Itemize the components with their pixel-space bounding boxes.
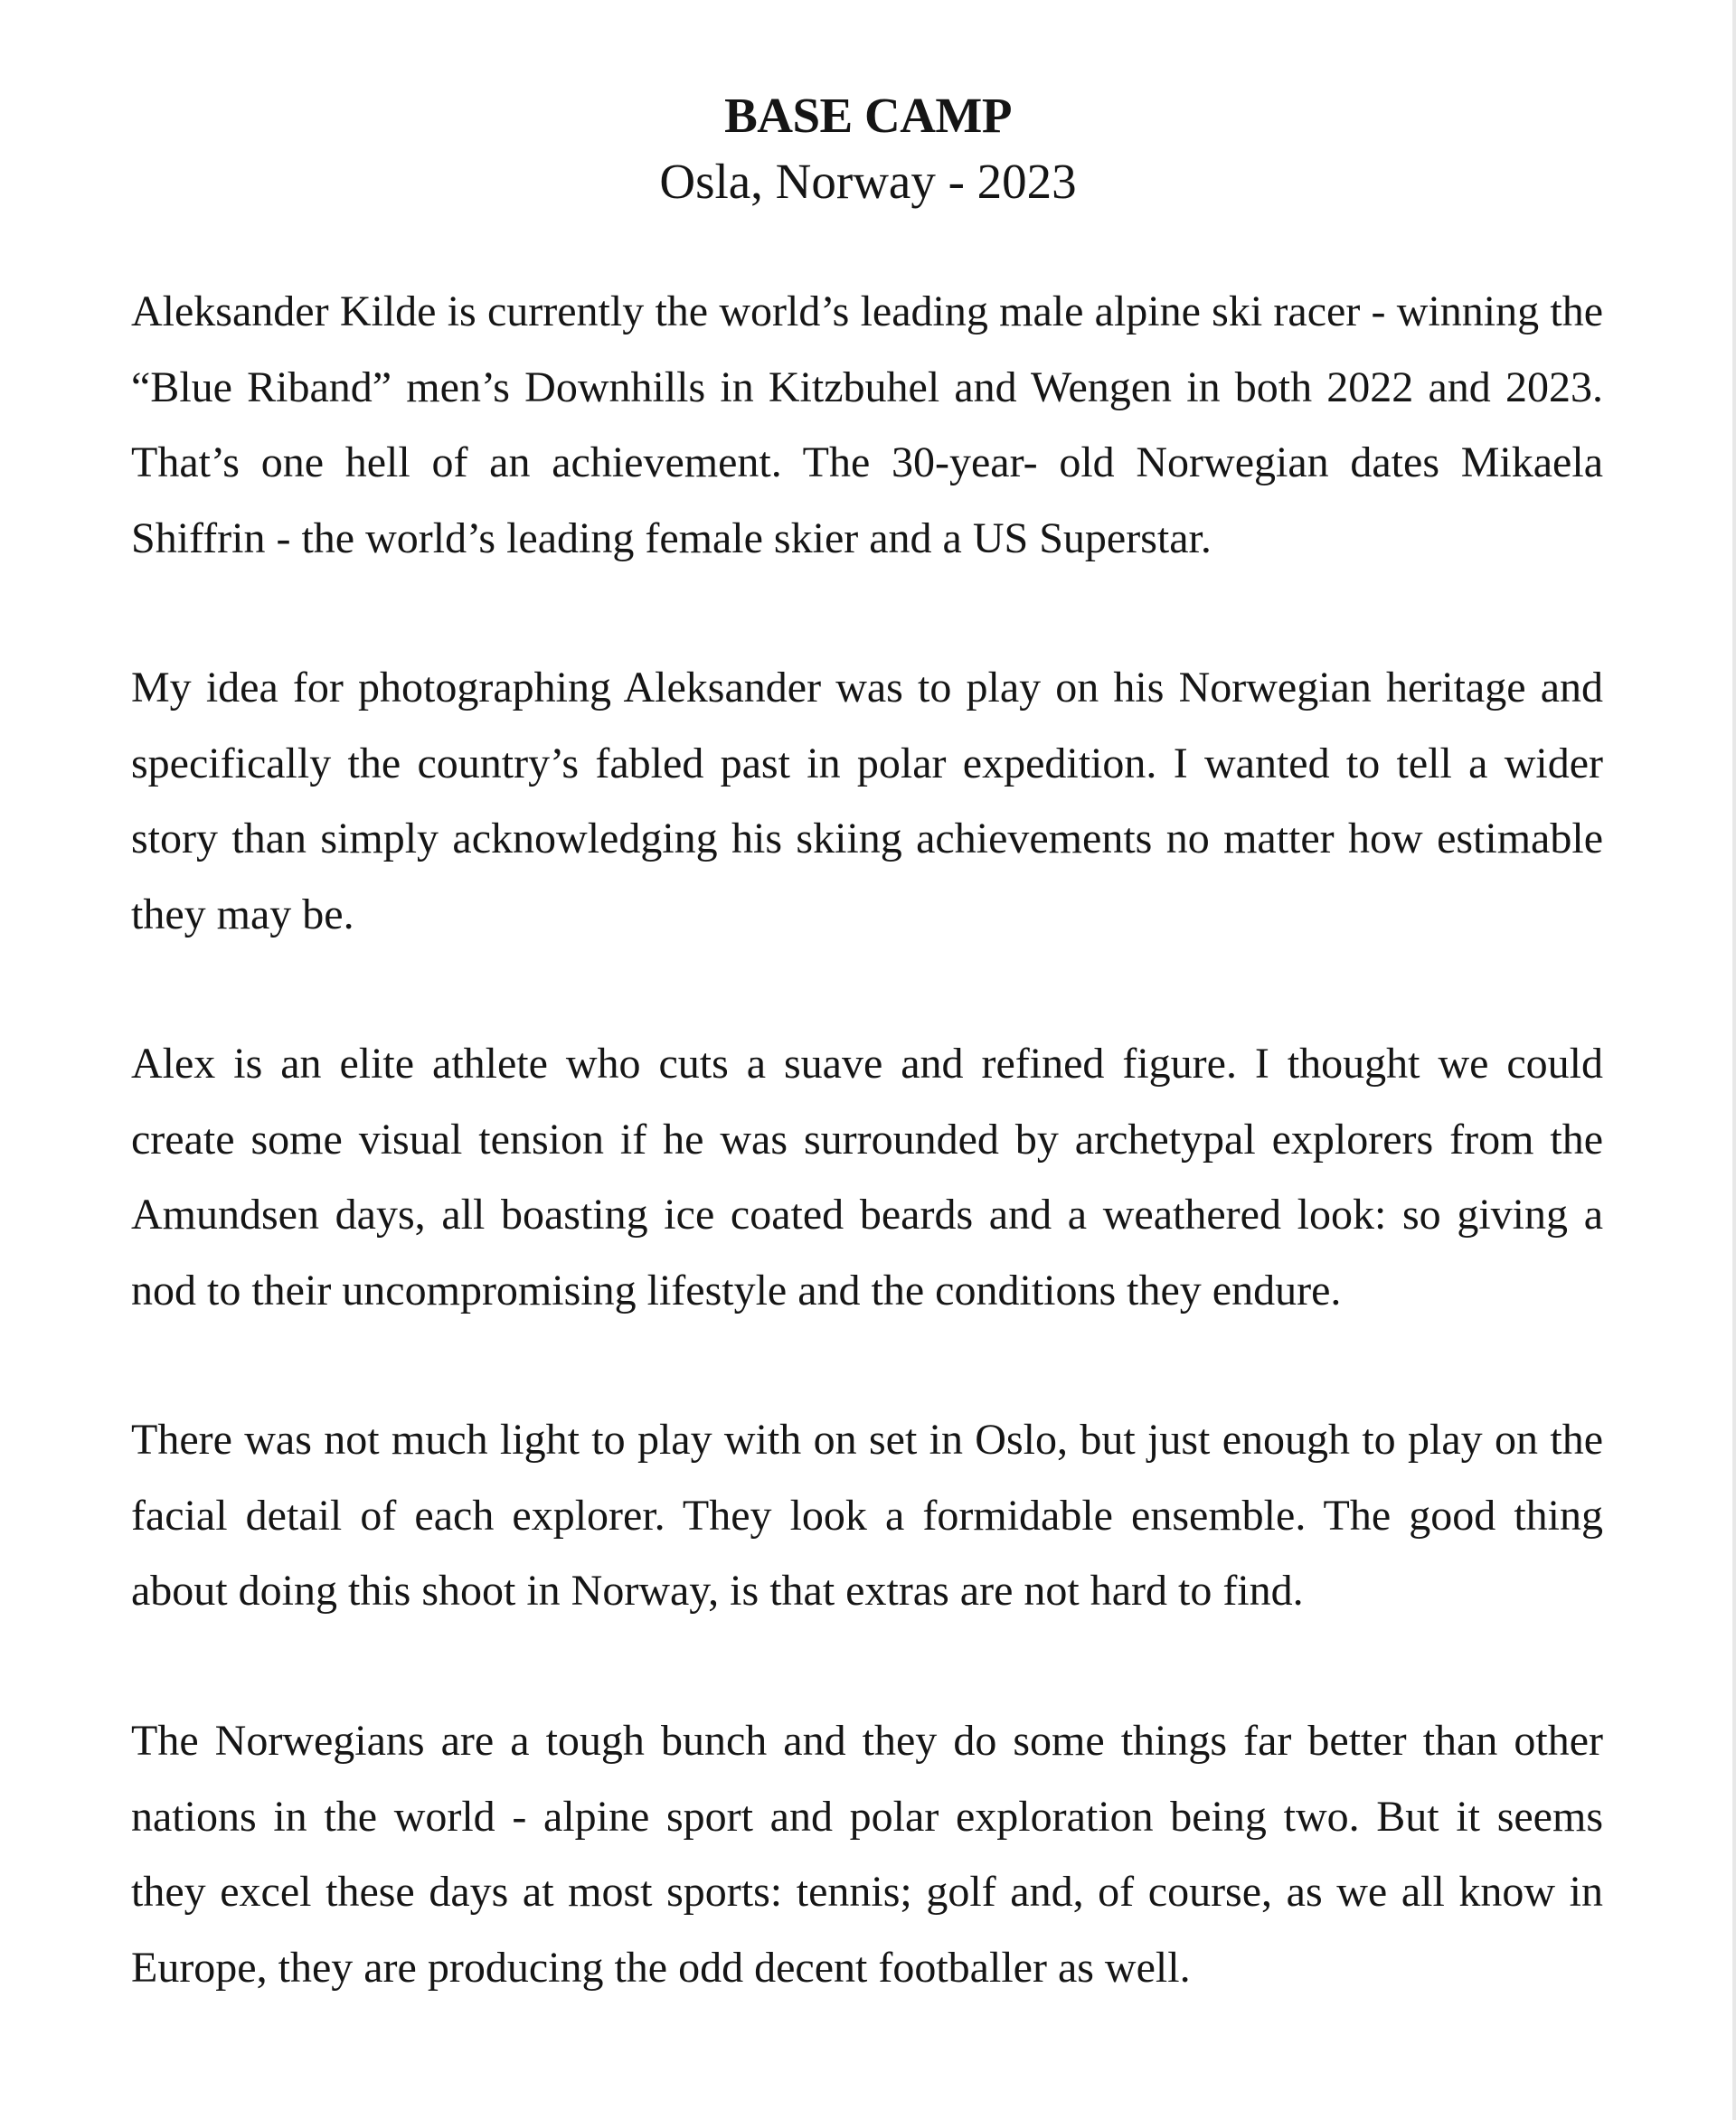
- page-title: BASE CAMP: [724, 88, 1012, 143]
- paragraph-4: There was not much light to play with on set in Oslo, but just enough to play on the facial detail of each explorer. They look a formidable ensemble. The good thing about doing this shoot in Norway, is that extras are not hard to find.: [131, 1416, 1603, 1615]
- paragraph-1: Aleksander Kilde is currently the world’s leading male alpine ski racer - winning the “Blue Riband” men’s Downhills in Kitzbuhel and Wengen in both 2022 and 2023. That’s one hell of an achievement. The 30-year- old Norwegian dates Mikaela Shiffrin - the world’s leading female skier and a US Superstar.: [131, 287, 1603, 562]
- paragraph-2: My idea for photographing Aleksander was to play on his Norwegian heritage and specifically the country’s fabled past in polar expedition. I wanted to tell a wider story than simply acknowledging his skiing achievements no matter how estimable they may be.: [131, 664, 1603, 938]
- page-subtitle: Osla, Norway - 2023: [659, 154, 1077, 209]
- paragraph-5: The Norwegians are a tough bunch and they do some things far better than other nations in the world - alpine sport and polar exploration being two. But it seems they excel these days at most sports: tennis; golf and, of course, as we all know in Europe, they are producing the odd decent footballer as well.: [131, 1717, 1603, 1992]
- paragraph-3: Alex is an elite athlete who cuts a suave and refined figure. I thought we could create some visual tension if he was surrounded by archetypal explorers from the Amundsen days, all boasting ice coated beards and a weathered look: so giving a nod to their uncompromising lifestyle and the conditions they endure.: [131, 1040, 1603, 1314]
